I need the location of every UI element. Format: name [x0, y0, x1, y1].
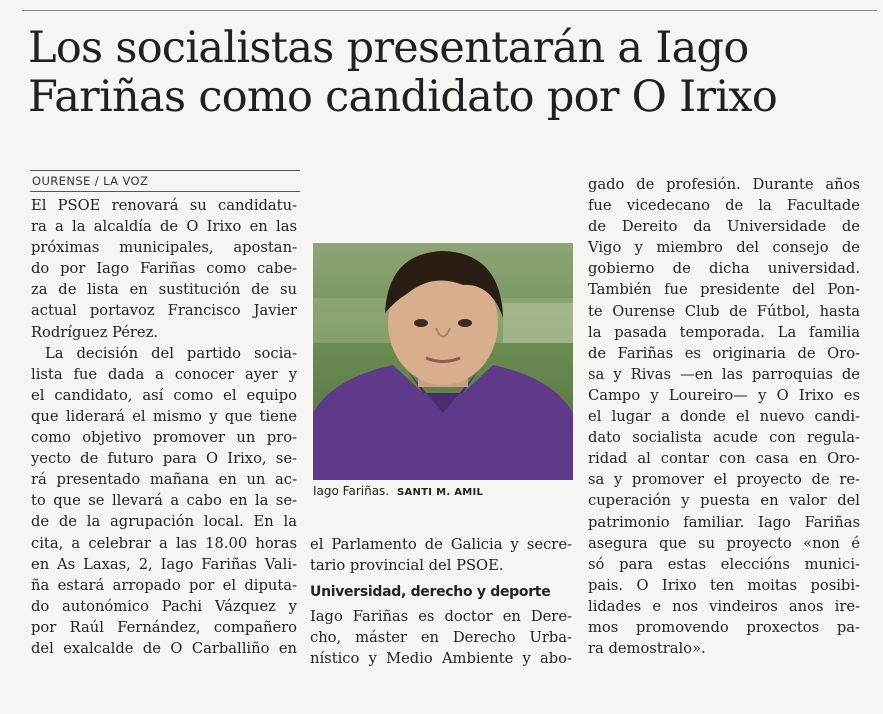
section-subhead: Universidad, derecho y deporte — [310, 584, 551, 601]
text-line: do autonómico Pachi Vázquez y — [31, 597, 297, 615]
text-line: do por Iago Fariñas como cabe- — [31, 260, 297, 278]
text-line: del exalcalde de O Carballiño en — [31, 639, 297, 657]
caption-name: Iago Fariñas. — [313, 484, 390, 498]
portrait-illustration — [313, 243, 573, 480]
text-line: ña estará arropado por el diputa- — [31, 576, 297, 594]
text-line: lidades e nos vindeiros anos ire- — [588, 597, 860, 615]
text-line: la pasada temporada. La familia — [588, 323, 860, 341]
headline-line-1: Los socialistas presentarán a Iago — [28, 23, 749, 73]
text-line: dato socialista acude con regula- — [588, 429, 860, 447]
text-line: tario provincial del PSOE. — [310, 557, 504, 575]
text-line: cho, máster en Derecho Urba- — [310, 629, 572, 647]
text-line: sa y promover el proyecto de re- — [588, 471, 860, 489]
text-line: por Raúl Fernández, compañero — [31, 618, 297, 636]
text-line: cita, a celebrar a las 18.00 horas — [31, 534, 297, 552]
text-line: el Parlamento de Galicia y secre- — [310, 536, 572, 553]
text-line: za de lista en sustitución de su — [31, 281, 297, 299]
text-line: yecto de futuro para O Irixo, se- — [31, 450, 297, 468]
text-line: gobierno de dicha universidad. — [588, 260, 860, 278]
text-line: to que se llevará a cabo en la se- — [31, 492, 297, 510]
candidate-photo — [313, 243, 573, 480]
dateline: OURENSE / LA VOZ — [30, 170, 300, 192]
text-line: lista fue dada a conocer ayer y — [31, 365, 297, 383]
text-line: patrimonio familiar. Iago Fariñas — [588, 513, 860, 531]
text-line: cuperación y puesta en valor del — [588, 492, 860, 510]
headline — [28, 24, 868, 122]
text-line: La decisión del partido socia- — [45, 344, 297, 362]
text-line: Rodríguez Pérez. — [31, 323, 159, 341]
text-line: gado de profesión. Durante años — [588, 176, 860, 193]
text-line: Vigo y miembro del consejo de — [588, 239, 860, 257]
text-line: pais. O Irixo ten moitas posibi- — [588, 576, 860, 594]
text-line: que liderará el mismo y que tiene — [31, 407, 297, 425]
text-line: Campo y Loureiro— y O Irixo es — [588, 386, 860, 404]
text-line: rá presentado mañana en un ac- — [31, 471, 297, 489]
text-line: ridad al contar con casa en Oro- — [588, 450, 860, 468]
photo-caption — [313, 484, 575, 498]
text-line: fue vicedecano de la Facultade — [588, 197, 860, 215]
text-line: Iago Fariñas es doctor en Dere- — [310, 608, 572, 626]
text-line: só para estas eleccións munici- — [588, 555, 860, 573]
text-line: ra demostralo». — [588, 640, 706, 658]
article-column-1 — [31, 195, 297, 659]
text-line: actual portavoz Francisco Javier — [31, 302, 297, 320]
text-line: próximas municipales, apostan- — [31, 239, 297, 257]
text-line: nístico y Medio Ambiente y abo- — [310, 650, 572, 668]
text-line: en As Laxas, 2, Iago Fariñas Vali- — [31, 555, 297, 573]
text-line: asegura que su proyecto «non é — [588, 534, 860, 552]
text-line: te Ourense Club de Fútbol, hasta — [588, 302, 860, 320]
article-column-2 — [310, 534, 572, 670]
text-line: de Dereito da Universidade de — [588, 218, 860, 236]
text-line: sa y Rivas —en las parroquias de — [588, 365, 860, 383]
text-line: el candidato, así como el equipo — [31, 386, 297, 404]
text-line: de Fariñas es originaria de Oro- — [588, 344, 860, 362]
article-column-3 — [588, 174, 860, 659]
text-line: El PSOE renovará su candidatu- — [31, 197, 297, 214]
text-line: mos promovendo proxectos pa- — [588, 618, 860, 636]
photo-credit: SANTI M. AMIL — [396, 487, 484, 498]
text-line: como objetivo promover un pro- — [31, 429, 297, 447]
text-line: el lugar a donde el nuevo candi- — [588, 408, 860, 426]
headline-line-2: Fariñas como candidato por O Irixo — [28, 72, 778, 122]
text-line: de de la agrupación local. En la — [31, 513, 297, 531]
text-line: También fue presidente del Pon- — [588, 281, 860, 299]
top-rule — [22, 10, 877, 11]
text-line: ra a la alcaldía de O Irixo en las — [31, 218, 297, 236]
